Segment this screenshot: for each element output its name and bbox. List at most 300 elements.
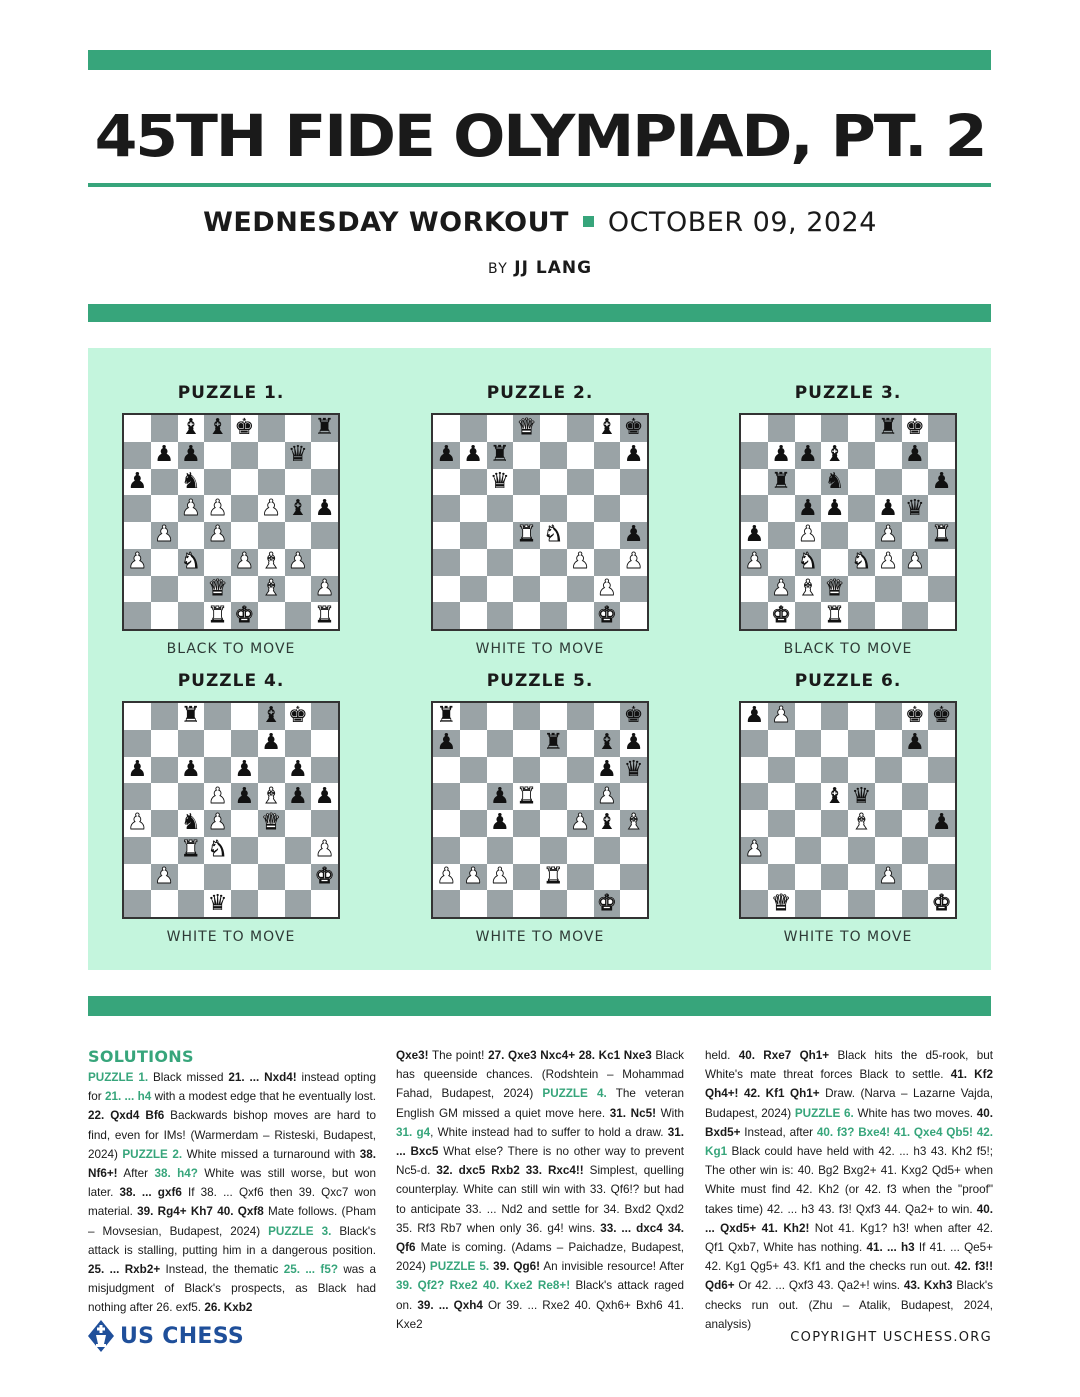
solutions-text-2 (396, 1046, 684, 1334)
board-square (594, 469, 621, 496)
top-green-bar (88, 50, 991, 70)
board-square (848, 469, 875, 496)
board-square (151, 837, 178, 864)
board-square (231, 495, 258, 522)
bold-move: Qxe3! (396, 1049, 429, 1062)
board-square (285, 864, 312, 891)
white-rook-icon: ♜ (204, 602, 231, 629)
board-square (124, 783, 151, 810)
board-square (204, 549, 231, 576)
board-square (204, 757, 231, 784)
board-square (741, 415, 768, 442)
byline (0, 258, 1080, 278)
board-square (178, 522, 205, 549)
highlight-move: 31. g4 (396, 1125, 431, 1139)
board-square (285, 415, 312, 442)
black-bishop-icon: ♝ (204, 415, 231, 442)
board-square (311, 890, 338, 917)
board-square (258, 890, 285, 917)
board-square (513, 469, 540, 496)
black-pawn-icon: ♟ (124, 469, 151, 496)
board-square (567, 703, 594, 730)
black-bishop-icon: ♝ (821, 783, 848, 810)
black-king-icon: ♚ (285, 703, 312, 730)
board-square (741, 864, 768, 891)
board-square (258, 602, 285, 629)
solutions-column-1 (88, 1046, 376, 1318)
bold-move: 21. ... Nxd4! (228, 1071, 297, 1084)
white-rook-icon: ♜ (513, 522, 540, 549)
board-square (875, 890, 902, 917)
board-square (124, 415, 151, 442)
white-pawn-icon: ♟ (311, 576, 338, 603)
bold-move: 26. Kxb2 (204, 1301, 253, 1315)
board-square (487, 495, 514, 522)
black-rook-icon: ♜ (433, 703, 460, 730)
board-square (928, 495, 955, 522)
board-square (821, 810, 848, 837)
board-square (594, 703, 621, 730)
puzzle-panel (88, 348, 991, 970)
board-square (178, 576, 205, 603)
board-square (567, 415, 594, 442)
board-square (460, 810, 487, 837)
board-square (151, 495, 178, 522)
board-square (928, 730, 955, 757)
white-pawn-icon: ♟ (567, 549, 594, 576)
black-rook-icon: ♜ (487, 442, 514, 469)
board-square (567, 757, 594, 784)
board-square (821, 864, 848, 891)
board-square (258, 522, 285, 549)
black-rook-icon: ♜ (540, 730, 567, 757)
board-square (795, 415, 822, 442)
black-pawn-icon: ♟ (875, 495, 902, 522)
board-square (795, 602, 822, 629)
highlight-move: 25. ... f5? (283, 1263, 338, 1277)
board-square (487, 890, 514, 917)
board-square (433, 602, 460, 629)
solution-text: Or 42. ... Qxf3 43. Qa2+! wins. (734, 1279, 904, 1293)
board-square (795, 810, 822, 837)
solutions-top-bar (88, 996, 991, 1016)
board-square (460, 549, 487, 576)
board-square (540, 576, 567, 603)
solution-text: After (117, 1167, 155, 1181)
board-square (848, 415, 875, 442)
solution-text: instead opting for (88, 1071, 376, 1104)
white-bishop-icon: ♝ (795, 576, 822, 603)
solution-text: If 38. ... Qxf6 then 39. Qxc7 won material. (88, 1186, 376, 1219)
white-bishop-icon: ♝ (258, 783, 285, 810)
black-pawn-icon: ♟ (594, 757, 621, 784)
white-rook-icon: ♜ (513, 783, 540, 810)
board-square (768, 864, 795, 891)
black-pawn-icon: ♟ (231, 783, 258, 810)
highlight-move: PUZZLE 6. (794, 1106, 854, 1120)
chess-board (431, 413, 649, 631)
solution-text: Mate is coming. (Adams – Paichadze, Budapest, 2024) (396, 1241, 684, 1274)
white-pawn-icon: ♟ (204, 783, 231, 810)
solution-text: If 41. ... Qe5+ 42. Kg1 Qg5+ 43. Kf1 and the checks run out. (705, 1241, 993, 1274)
board-square (567, 730, 594, 757)
board-square (768, 730, 795, 757)
white-pawn-icon: ♟ (204, 495, 231, 522)
white-pawn-icon: ♟ (768, 703, 795, 730)
board-square (567, 469, 594, 496)
puzzle-2 (410, 381, 670, 657)
board-square (567, 837, 594, 864)
board-square (567, 442, 594, 469)
board-square (741, 810, 768, 837)
board-square (594, 864, 621, 891)
puzzle-3 (718, 381, 978, 657)
board-square (902, 469, 929, 496)
black-pawn-icon: ♟ (285, 783, 312, 810)
board-square (204, 864, 231, 891)
board-square (124, 522, 151, 549)
bold-move: 40. ... Qxd5+ 41. Kh2! (705, 1202, 993, 1235)
board-square (178, 890, 205, 917)
title-rule (88, 183, 991, 187)
logo-text: US CHESS (120, 1323, 245, 1349)
board-square (487, 415, 514, 442)
white-king-icon: ♚ (594, 602, 621, 629)
board-square (768, 810, 795, 837)
side-to-move: WHITE TO MOVE (166, 929, 296, 945)
white-pawn-icon: ♟ (620, 549, 647, 576)
side-to-move: BLACK TO MOVE (166, 641, 296, 657)
board-square (594, 522, 621, 549)
board-square (311, 757, 338, 784)
board-square (151, 730, 178, 757)
solution-text: An invisible resource! After (540, 1260, 684, 1274)
black-pawn-icon: ♟ (178, 442, 205, 469)
white-pawn-icon: ♟ (151, 522, 178, 549)
subtitle (0, 205, 1080, 241)
board-square (513, 703, 540, 730)
board-square (741, 495, 768, 522)
bold-move: 42. f3!! Qd6+ (705, 1260, 993, 1293)
board-square (460, 495, 487, 522)
bold-move: 43. Kxh3 (903, 1279, 953, 1293)
page-title: 45TH FIDE OLYMPIAD, PT. 2 (94, 102, 986, 170)
board-square (875, 703, 902, 730)
board-square (741, 576, 768, 603)
black-queen-icon: ♛ (487, 469, 514, 496)
board-square (902, 576, 929, 603)
white-king-icon: ♚ (311, 864, 338, 891)
board-square (795, 837, 822, 864)
board-square (567, 576, 594, 603)
board-square (902, 602, 929, 629)
board-square (231, 469, 258, 496)
black-rook-icon: ♜ (768, 469, 795, 496)
white-king-icon: ♚ (928, 890, 955, 917)
author-name: JJ LANG (514, 258, 593, 278)
board-square (151, 757, 178, 784)
board-square (540, 783, 567, 810)
board-square (178, 783, 205, 810)
board-square (258, 837, 285, 864)
bold-move: 27. Qxe3 Nxc4+ 28. Kc1 Nxe3 (488, 1049, 652, 1062)
board-square (311, 522, 338, 549)
board-square (231, 864, 258, 891)
board-square (821, 415, 848, 442)
board-square (258, 469, 285, 496)
white-queen-icon: ♛ (821, 576, 848, 603)
board-square (768, 415, 795, 442)
board-square (594, 495, 621, 522)
chess-board (431, 701, 649, 919)
separator-square-icon (583, 216, 594, 227)
by-label: BY (487, 261, 509, 277)
board-square (928, 549, 955, 576)
board-square (567, 495, 594, 522)
puzzle-4 (101, 669, 361, 945)
black-knight-icon: ♞ (178, 469, 205, 496)
solution-text: Black's attack raged on. (396, 1279, 684, 1312)
copyright: COPYRIGHT USCHESS.ORG (790, 1330, 992, 1345)
board-square (231, 522, 258, 549)
board-square (540, 495, 567, 522)
board-square (540, 890, 567, 917)
board-square (285, 469, 312, 496)
side-to-move: BLACK TO MOVE (783, 641, 913, 657)
board-square (487, 522, 514, 549)
board-square (513, 495, 540, 522)
board-square (460, 522, 487, 549)
black-pawn-icon: ♟ (741, 522, 768, 549)
board-square (594, 442, 621, 469)
highlight-move: 21. ... h4 (104, 1090, 152, 1104)
board-square (433, 757, 460, 784)
black-pawn-icon: ♟ (311, 783, 338, 810)
white-knight-icon: ♞ (540, 522, 567, 549)
board-square (124, 864, 151, 891)
bold-move: 33. ... dxc4 34. Qf6 (396, 1221, 684, 1255)
series-name: WEDNESDAY WORKOUT (203, 207, 569, 238)
bold-move: 40. Rxe7 Qh1+ (738, 1049, 830, 1062)
solution-text: Not 41. Kg1? h3! when after 42. Qf1 Qxb7, White has nothing. (705, 1221, 993, 1255)
board-square (433, 810, 460, 837)
board-square (311, 469, 338, 496)
board-square (848, 495, 875, 522)
white-rook-icon: ♜ (928, 522, 955, 549)
board-square (311, 703, 338, 730)
black-pawn-icon: ♟ (460, 442, 487, 469)
board-square (875, 469, 902, 496)
board-square (620, 837, 647, 864)
white-queen-icon: ♛ (768, 890, 795, 917)
board-square (151, 783, 178, 810)
board-square (151, 469, 178, 496)
board-square (460, 783, 487, 810)
white-pawn-icon: ♟ (178, 495, 205, 522)
board-square (540, 837, 567, 864)
puzzle-6 (718, 669, 978, 945)
board-square (848, 837, 875, 864)
board-square (231, 730, 258, 757)
solution-text: Black's attack is stalling, putting him in a dangerous position. (88, 1224, 376, 1257)
board-square (311, 549, 338, 576)
white-pawn-icon: ♟ (258, 495, 285, 522)
board-square (487, 730, 514, 757)
board-square (513, 730, 540, 757)
board-square (848, 522, 875, 549)
board-square (151, 549, 178, 576)
board-square (594, 549, 621, 576)
board-square (848, 757, 875, 784)
board-square (741, 730, 768, 757)
board-square (567, 783, 594, 810)
solution-text: Black's checks run out. (Zhu – Atalik, Budapest, 2024, analysis) (705, 1279, 993, 1331)
white-pawn-icon: ♟ (768, 576, 795, 603)
white-king-icon: ♚ (594, 890, 621, 917)
board-square (258, 415, 285, 442)
board-square (487, 576, 514, 603)
board-square (741, 890, 768, 917)
black-queen-icon: ♛ (285, 442, 312, 469)
board-square (821, 757, 848, 784)
board-square (540, 810, 567, 837)
board-square (487, 837, 514, 864)
highlight-move: PUZZLE 5. (429, 1260, 490, 1274)
white-pawn-icon: ♟ (311, 837, 338, 864)
board-square (151, 576, 178, 603)
board-square (231, 442, 258, 469)
puzzle-1 (101, 381, 361, 657)
board-square (124, 703, 151, 730)
board-square (231, 890, 258, 917)
board-square (620, 495, 647, 522)
board-square (285, 890, 312, 917)
board-square (928, 783, 955, 810)
board-square (741, 783, 768, 810)
board-square (928, 837, 955, 864)
solution-text: The point! (428, 1049, 489, 1062)
solution-text: Black hits the d5-rook, but White's mate threat forces Black to settle. (705, 1049, 994, 1082)
board-square (848, 703, 875, 730)
black-bishop-icon: ♝ (258, 703, 285, 730)
black-pawn-icon: ♟ (178, 757, 205, 784)
black-pawn-icon: ♟ (258, 730, 285, 757)
bold-move: 39. ... Qxh4 (417, 1298, 483, 1312)
puzzle-title: PUZZLE 6. (794, 671, 902, 691)
publish-date: OCTOBER 09, 2024 (607, 207, 877, 238)
white-rook-icon: ♜ (540, 864, 567, 891)
board-square (821, 837, 848, 864)
board-square (258, 864, 285, 891)
solution-text: Simplest, quelling counterplay. White can still win with 33. Qf6!? but had to anticipate 33. ... Nd2 and settle for 34. Bxd2 Qxd2 35. Rf3 Rb7 when only 36. g4! wins. (396, 1164, 684, 1235)
side-to-move: WHITE TO MOVE (475, 929, 605, 945)
board-square (231, 810, 258, 837)
highlight-move: 38. h4? (154, 1167, 198, 1181)
solution-text: Backwards bishop moves are hard to find, even for IMs! (Warmerdam – Risteski, Budapest, 2024) (88, 1109, 376, 1161)
black-queen-icon: ♛ (902, 495, 929, 522)
chess-king-icon (88, 1320, 114, 1352)
board-square (460, 602, 487, 629)
board-square (513, 810, 540, 837)
board-square (433, 549, 460, 576)
black-pawn-icon: ♟ (124, 757, 151, 784)
black-pawn-icon: ♟ (928, 810, 955, 837)
board-square (848, 890, 875, 917)
board-square (513, 549, 540, 576)
board-square (311, 730, 338, 757)
board-square (821, 703, 848, 730)
white-pawn-icon: ♟ (567, 810, 594, 837)
solution-text: The veteran English GM missed a quiet move here. (396, 1087, 684, 1120)
solution-text: White has two moves. (853, 1106, 977, 1120)
solution-text: , White instead had to suffer to hold a draw. (430, 1125, 668, 1139)
white-pawn-icon: ♟ (433, 864, 460, 891)
board-square (875, 783, 902, 810)
chess-board (739, 701, 957, 919)
black-pawn-icon: ♟ (821, 495, 848, 522)
white-pawn-icon: ♟ (594, 576, 621, 603)
solution-text: With (655, 1106, 685, 1120)
black-pawn-icon: ♟ (285, 757, 312, 784)
board-square (821, 730, 848, 757)
bold-move: 38. Nf6+! (88, 1147, 376, 1181)
board-square (460, 757, 487, 784)
board-square (487, 703, 514, 730)
board-square (487, 549, 514, 576)
board-square (848, 442, 875, 469)
white-pawn-icon: ♟ (875, 864, 902, 891)
board-square (795, 864, 822, 891)
board-square (460, 703, 487, 730)
board-square (875, 730, 902, 757)
solution-text: held. (705, 1049, 739, 1062)
board-square (848, 864, 875, 891)
board-square (460, 576, 487, 603)
board-square (795, 730, 822, 757)
white-rook-icon: ♜ (178, 837, 205, 864)
white-pawn-icon: ♟ (285, 549, 312, 576)
chess-board (122, 413, 340, 631)
board-square (231, 837, 258, 864)
board-square (258, 757, 285, 784)
white-pawn-icon: ♟ (741, 837, 768, 864)
board-square (875, 442, 902, 469)
board-square (875, 837, 902, 864)
white-pawn-icon: ♟ (795, 522, 822, 549)
board-square (567, 890, 594, 917)
black-rook-icon: ♜ (178, 703, 205, 730)
board-square (902, 864, 929, 891)
solution-text: Black could have held with 42. ... h3 43. Kh2 f5!; The other win is: 40. Bg2 Bxg2+ 41. Kxg2 Qd5+ when White must find 42. Kh2 (or 42. f3 when the "proof" takes time) 42. ... h3 43. f3! Qxf3 44. Qa2+ to win. (705, 1145, 993, 1216)
board-square (741, 469, 768, 496)
solutions-column-3 (705, 1046, 993, 1334)
black-pawn-icon: ♟ (487, 810, 514, 837)
board-square (848, 602, 875, 629)
board-square (513, 576, 540, 603)
board-square (311, 442, 338, 469)
board-square (540, 442, 567, 469)
puzzle-title: PUZZLE 3. (794, 383, 902, 403)
board-square (124, 730, 151, 757)
bold-move: 22. Qxd4 Bf6 (88, 1109, 165, 1123)
board-square (513, 602, 540, 629)
puzzle-title: PUZZLE 2. (486, 383, 594, 403)
board-square (620, 602, 647, 629)
board-square (124, 602, 151, 629)
board-square (285, 576, 312, 603)
white-bishop-icon: ♝ (620, 810, 647, 837)
bold-move: 31. Nc5! (609, 1106, 656, 1120)
